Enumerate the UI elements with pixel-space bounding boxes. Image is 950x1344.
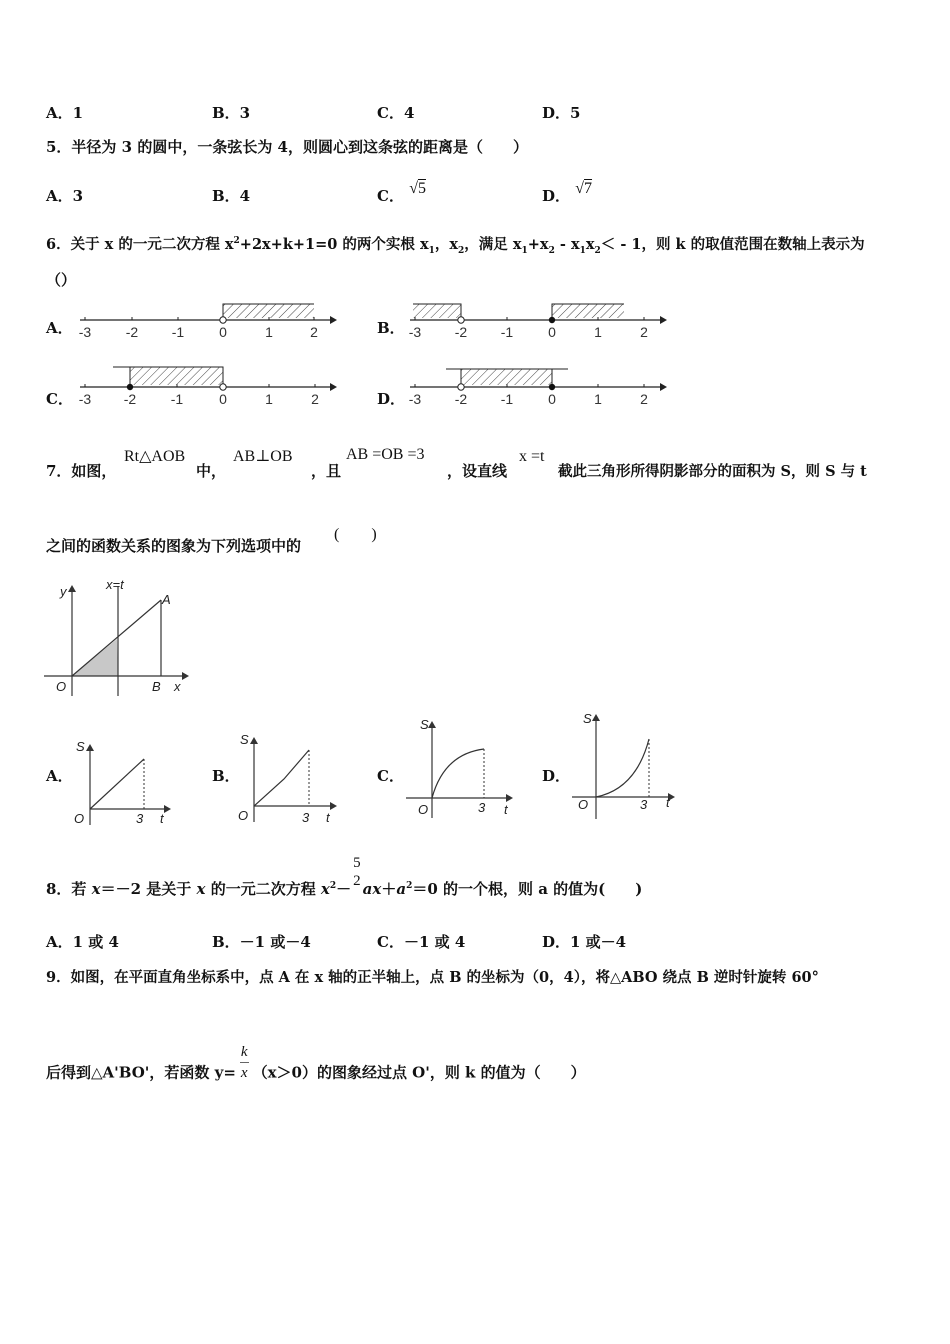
q6-question-line1: 6．关于 x 的一元二次方程 $x^2+2x+k+1=0$ 的两个实根 $x_1$，$x_2$，满足 $x_1+x_2 - x_1x_2< - 1$，则 k 的取值范围在数轴上表示为 [46,236,865,256]
q7-graph-c [404,714,519,822]
q9-fraction: $\frac{k}{x}$ [240,1044,248,1081]
q7-triangle-figure [44,578,194,703]
tick: -3 [78,391,92,407]
tick: -3 [408,391,422,407]
q6-option-a-label: A． [46,319,73,337]
sqrt5: √5 [409,180,426,197]
tick: 0 [219,324,227,340]
graph-s: S [76,739,85,754]
graph-3: 3 [302,810,310,825]
graph-o: O [238,808,249,823]
q9-question-line2: 后得到△A'BO'，若函数 y= $\frac{k}{x}$ （x＞0）的图象经过点 O'，则 k 的值为（ ） [46,1044,586,1082]
q7-label-5: 截此三角形所得阴影部分的面积为 S，则 S 与 t [558,463,867,480]
graph-t: t [326,810,330,825]
q4-option-b: B．3 [212,104,251,122]
q6-numberline-c [78,364,343,409]
q6-option-b-label: B． [377,319,405,337]
tick: -2 [123,391,137,407]
tick: -2 [454,324,468,340]
q7-line2: 之间的函数关系的图象为下列选项中的 [46,537,302,555]
q7-option-d: D． [542,767,571,785]
q7-math-perp: AB⊥OB [233,448,293,465]
q6-question-line2: （） [46,271,77,289]
q6-numberline-d [408,364,673,409]
q5-option-d: D． √7 [542,180,593,205]
q7-label-3: ，且 [311,462,342,480]
q7-label-4: ，设直线 [447,462,508,480]
graph-o: O [418,802,429,817]
tick: -2 [454,391,468,407]
tick: -1 [500,391,514,407]
q6-numberline-b [408,298,673,343]
q7-label-1: 7．如图， [46,462,117,480]
q7-graph-a [72,737,177,829]
tick: 1 [265,391,273,407]
graph-3: 3 [640,797,648,812]
fig-o: O [56,679,67,694]
q8-option-d: D．1 或－4 [542,933,627,951]
graph-t: t [666,795,670,810]
graph-3: 3 [136,811,144,826]
tick: -3 [408,324,422,340]
q7-option-b: B． [212,767,240,785]
tick: 2 [310,324,318,340]
graph-o: O [74,811,85,826]
q5-question: 5．半径为 3 的圆中，一条弦长为 4，则圆心到这条弦的距离是（ ） [46,138,528,156]
q7-graph-d [570,707,685,823]
q7-graph-b [238,730,343,828]
tick: 0 [219,391,227,407]
graph-t: t [504,802,508,817]
fig-x: x [174,679,181,694]
tick: 2 [311,391,319,407]
fig-b: B [152,679,161,694]
q8-question: 8．若 x＝－2 是关于 x 的一元二次方程 $x^2-$ 5 2 $ax+a^2=0$ 的一个根，则 a 的值为( ) [46,872,642,908]
q8-option-c: C．－1 或 4 [377,933,466,951]
q8-option-b: B．－1 或－4 [212,933,311,951]
fig-a: A [162,592,171,607]
graph-o: O [578,797,589,812]
fig-y: y [60,584,67,599]
graph-s: S [240,732,249,747]
q7-math-line: x =t [519,448,545,465]
q7-option-c: C． [377,767,404,785]
tick: 2 [640,324,648,340]
q7-math-rt-aob: Rt△AOB [124,448,186,465]
q4-option-d: D．5 [542,104,581,122]
q8-fraction: 5 2 [353,855,361,889]
q7-paren: ( ) [334,526,377,543]
q7-label-2: 中， [196,462,227,480]
tick: 1 [594,391,602,407]
tick: -1 [170,391,184,407]
q7-option-a: A． [46,767,73,785]
q6-option-c-label: C． [46,390,73,408]
tick: -1 [171,324,185,340]
tick: -2 [125,324,139,340]
tick: 1 [265,324,273,340]
sqrt7: √7 [575,180,593,197]
q4-option-a: A．1 [46,104,84,122]
tick: 1 [594,324,602,340]
q5-option-b: B．4 [212,187,251,205]
q6-numberline-a [78,298,343,343]
tick: 0 [548,324,556,340]
q5-option-c: C． √5 [377,180,426,205]
q6-option-d-label: D． [377,390,406,408]
q7-math-equal: AB =OB =3 [346,446,425,463]
graph-t: t [160,811,164,826]
q8-option-a: A．1 或 4 [46,933,119,951]
graph-s: S [420,717,429,732]
graph-3: 3 [478,800,486,815]
tick: -1 [500,324,514,340]
tick: 0 [548,391,556,407]
graph-s: S [583,711,592,726]
q4-option-c: C．4 [377,104,415,122]
tick: -3 [78,324,92,340]
tick: 2 [640,391,648,407]
fig-xt: x=t [106,577,124,592]
q9-question-line1: 9．如图，在平面直角坐标系中，点 A 在 x 轴的正半轴上，点 B 的坐标为（0，4），将△ABO 绕点 B 逆时针旋转 60° [46,969,819,986]
q5-option-a: A．3 [46,187,84,205]
